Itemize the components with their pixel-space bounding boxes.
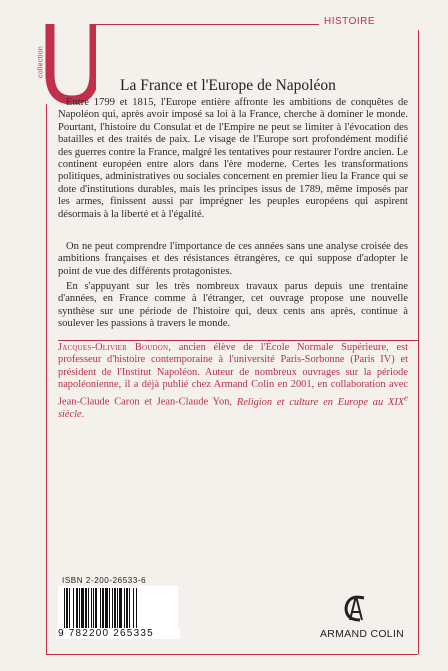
frame-left-line bbox=[46, 104, 47, 654]
frame-right-line bbox=[418, 30, 419, 654]
publisher-emblem-icon bbox=[338, 590, 374, 626]
isbn-label: ISBN 2-200-26533-6 bbox=[62, 576, 147, 585]
author-bio-text: , ancien élève de l'École Normale Supérieure, est professeur d'histoire contemporaine à l'université Paris-Sorbonne (Paris IV) et président de l'Institut Napoléon. Auteur de nombreux ouvrages sur la période napoléonienne, il a déjà publié chez Armand Colin en 2001, en collaboration avec Jean-Claude Caron et Jean-Claude Yon, bbox=[58, 342, 409, 408]
collection-label: collection bbox=[37, 45, 45, 79]
frame-top-line bbox=[96, 24, 319, 25]
referenced-book-title: Religion et culture en Europe au XIXe siècle bbox=[58, 392, 409, 420]
summary-paragraph-3: En s'appuyant sur les très nombreux travaux parus depuis une trentaine d'années, en France comme à l'étranger, cet ouvrage propose une nouvelle synthèse sur une période de l'histoire qui, deux cents ans après, continue à soulever les passions à travers le monde. bbox=[58, 281, 408, 330]
publisher-name: ARMAND COLIN bbox=[319, 628, 405, 640]
section-divider bbox=[58, 340, 418, 341]
book-title: La France et l'Europe de Napoléon bbox=[120, 77, 336, 94]
author-bio: Jacques-Olivier Boudon, ancien élève de l'École Normale Supérieure, est professeur d'histoire contemporaine à l'université Paris-Sorbonne (Paris IV) et président de l'Institut Napoléon. Auteur de nombreux ouvrages sur la période napoléonienne, il a déjà publié chez Armand Colin en 2001, en collaboration avec Jean-Claude Caron et Jean-Claude Yon, Religion et culture en Europe au XIXe siècle. bbox=[58, 342, 409, 420]
series-label: HISTOIRE bbox=[324, 16, 376, 27]
barcode bbox=[58, 586, 178, 634]
author-name: Jacques-Olivier Boudon bbox=[58, 342, 169, 353]
barcode-digits: 9 782200 265335 bbox=[56, 628, 180, 639]
summary-paragraph-1: Entre 1799 et 1815, l'Europe entière affronte les ambitions de conquêtes de Napoléon qui, après avoir imposé sa loi à la France, cherche à dominer le monde. Pourtant, l'histoire du Consulat et de l'Empire ne peut se limiter à l'évocation des batailles et des traités de paix. Le visage de l'Europe sort profondément modifié des guerres contre la France, malgré les tentatives pour restaurer l'ordre ancien. Le continent européen entre alors dans l'ère moderne. Certes les transformations politiques, administratives ou sociales concernent en premier lieu la France qui se dote d'institutions durables, mais les principes issus de 1789, même imposés par les armes, finissent aussi par imprégner les peuples européens qui aspirent désormais à la liberté et à l'égalité. bbox=[58, 97, 408, 220]
barcode-icon bbox=[62, 588, 166, 628]
frame-bottom-line bbox=[46, 654, 418, 655]
collection-u-logo-icon bbox=[38, 20, 96, 104]
summary-paragraph-2: On ne peut comprendre l'importance de ces années sans une analyse croisée des ambitions françaises et des résistances étrangères, ce qui suppose d'adopter le point de vue des différents protagonistes. bbox=[58, 241, 408, 277]
